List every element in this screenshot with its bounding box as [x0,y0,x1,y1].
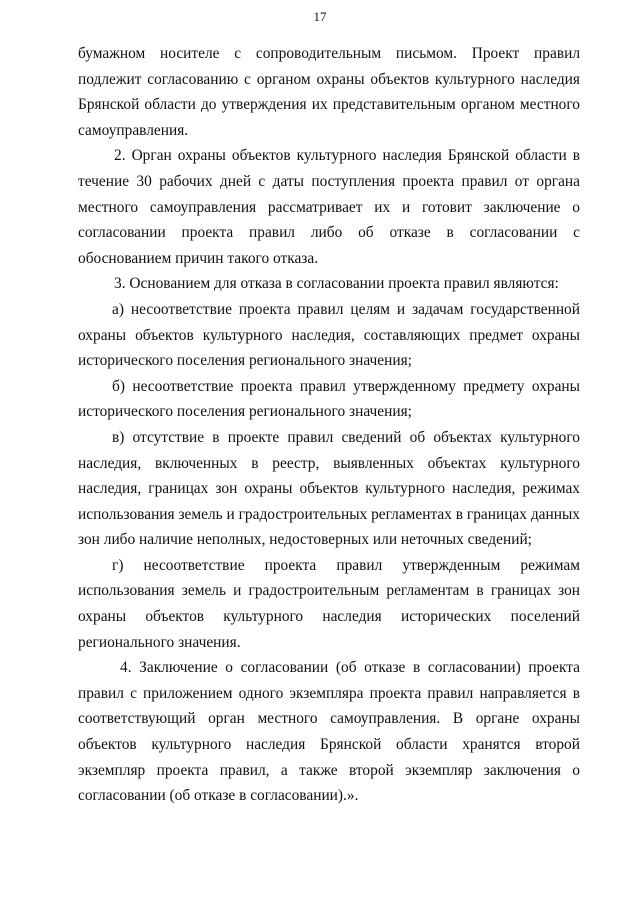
paragraph-item-4: 4. Заключение о согласовании (об отказе в согласовании) проекта правил с приложением одного экземпляра проекта правил направляется в соответствующий орган местного самоуправления. В органе охраны объектов культурного наследия Брянской области хранятся второй экземпляр проекта правил, а также второй экземпляр заключения о согласовании (об отказе в согласовании).». [78,659,580,805]
paragraph-item-3: 3. Основанием для отказа в согласовании проекта правил являются: [114,275,559,293]
subparagraph-b: б) несоответствие проекта правил утвержденному предмету охраны исторического поселения регионального значения; [78,377,580,421]
document-body [78,41,580,809]
subparagraph-g: г) несоответствие проекта правил утвержденным режимам использования земель и градостроительным регламентам в границах зон охраны объектов культурного наследия исторических поселений регионального значения. [78,556,580,651]
page-number: 17 [313,9,327,24]
subparagraph-v: в) отсутствие в проекте правил сведений об объектах культурного наследия, включенных в реестр, выявленных объектах культурного наследия, границах зон охраны объектов культурного наследия, режимах использования земель и градостроительных регламентах в границах данных зон либо наличие неполных, недостоверных или неточных сведений; [78,428,580,549]
paragraph-continuation: бумажном носителе с сопроводительным письмом. Проект правил подлежит согласованию с органом охраны объектов культурного наследия Брянской области до утверждения их представительным органом местного самоуправления. [78,45,580,139]
paragraph-item-2: 2. Орган охраны объектов культурного наследия Брянской области в течение 30 рабочих дней с даты поступления проекта правил от органа местного самоуправления рассматривает их и готовит заключение о согласовании проекта правил либо об отказе в согласовании с обоснованием причин такого отказа. [78,147,580,267]
subparagraph-a: а) несоответствие проекта правил целям и задачам государственной охраны объектов культурного наследия, составляющих предмет охраны исторического поселения регионального значения; [78,300,580,370]
